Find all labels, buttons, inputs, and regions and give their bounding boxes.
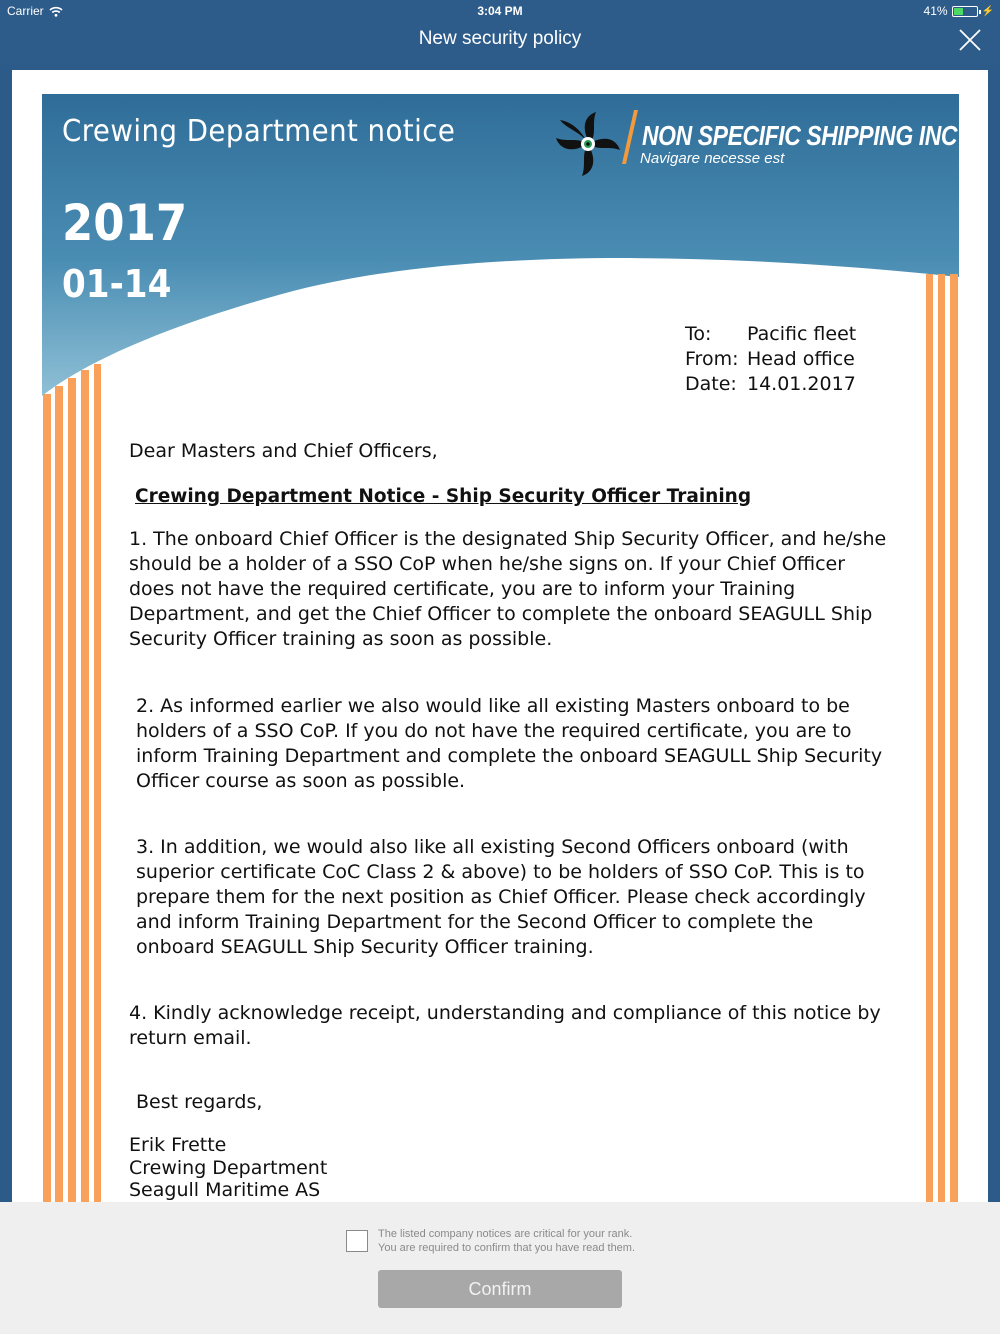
status-time: 3:04 PM <box>477 4 523 18</box>
company-name: NON SPECIFIC SHIPPING INC <box>642 120 958 151</box>
meta-date-value: 14.01.2017 <box>747 373 856 395</box>
propeller-icon <box>554 108 644 178</box>
meta-date <box>685 372 856 397</box>
signature-company: Seagull Maritime AS <box>129 1179 321 1201</box>
notice-page <box>42 94 959 1202</box>
confirmation-notice <box>378 1227 635 1255</box>
notice-title: Crewing Department notice <box>62 114 456 149</box>
meta-date-label: Date: <box>685 373 737 395</box>
signature-name: Erik Frette <box>129 1134 227 1156</box>
right-stripes <box>925 274 959 1202</box>
letter-signature <box>129 1134 889 1202</box>
notice-year: 2017 <box>62 194 188 252</box>
letter-meta <box>685 322 856 397</box>
confirm-button[interactable]: Confirm <box>378 1270 622 1308</box>
notice-document <box>12 70 988 1202</box>
top-bar <box>0 0 1000 64</box>
letter-greeting: Dear Masters and Chief Officers, <box>129 440 438 462</box>
notice-number: 01-14 <box>62 262 172 306</box>
battery-percent: 41% <box>923 4 948 18</box>
letter-paragraph-3: 3. In addition, we would also like all existing Second Officers onboard (with superior certificate CoC Class 2 & above) to be holders of SSO CoP. This is to prepare them for the next position as Chief Officer. Please check accordingly and inform Training Department for the Second Officer to complete the onboard SEAGULL Ship Security Officer training. <box>136 836 866 958</box>
meta-from <box>685 347 856 372</box>
meta-to-value: Pacific fleet <box>747 323 857 345</box>
letter-subject: Crewing Department Notice - Ship Security Officer Training <box>135 486 752 507</box>
close-icon[interactable] <box>958 28 982 52</box>
notice-line-1: The listed company notices are critical for your rank. <box>378 1228 633 1240</box>
meta-from-label: From: <box>685 348 739 370</box>
company-motto: Navigare necesse est <box>640 150 785 167</box>
battery-icon <box>952 6 978 17</box>
signature-department: Crewing Department <box>129 1156 328 1179</box>
meta-to <box>685 322 856 347</box>
charging-bolt-icon: ⚡ <box>981 5 994 17</box>
carrier-label: Carrier <box>7 4 44 18</box>
read-confirmation-checkbox[interactable] <box>346 1230 368 1252</box>
battery-status <box>924 4 994 18</box>
meta-from-value: Head office <box>747 348 855 370</box>
notice-line-2: You are required to confirm that you have read them. <box>378 1242 636 1254</box>
left-stripes <box>42 364 102 1202</box>
status-bar <box>0 0 1000 22</box>
meta-to-label: To: <box>685 323 712 345</box>
letter-closing: Best regards, <box>136 1091 263 1113</box>
letter-paragraph-2: 2. As informed earlier we also would like all existing Masters onboard to be holders of a SSO CoP. If you do not have the required certificate, you are to inform Training Department and complete the onboard SEAGULL Ship Security Officer course as soon as possible. <box>136 695 883 792</box>
letter-paragraph-1: 1. The onboard Chief Officer is the designated Ship Security Officer, and he/she should be a holder of a SSO CoP when he/she signs on. If your Chief Officer does not have the required certificate, you are to inform your Training Department, and get the Chief Officer to complete the onboard SEAGULL Ship Security Officer training as soon as possible. <box>129 528 887 650</box>
battery-fill <box>954 8 963 15</box>
nav-title: New security policy <box>418 28 582 49</box>
letter-paragraph-4: 4. Kindly acknowledge receipt, understanding and compliance of this notice by return email. <box>129 1002 881 1049</box>
company-logo <box>554 108 958 178</box>
confirm-footer <box>0 1202 1000 1334</box>
